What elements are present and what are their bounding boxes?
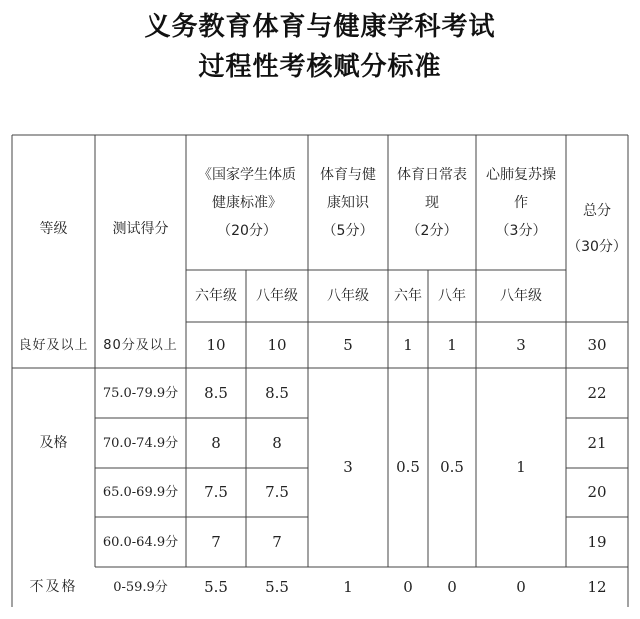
- header-health-knowledge-points: （5分）: [322, 222, 374, 239]
- row-good-knowledge: 5: [343, 335, 353, 354]
- row-fail-standard-grade6: 5.5: [204, 577, 228, 596]
- subheader-daily-grade8: 八年: [438, 288, 466, 304]
- row-good-standard-grade8: 10: [267, 335, 287, 354]
- row-fail-grade: 不及格: [29, 579, 78, 595]
- pass-band-2-standard-grade8: 8: [272, 433, 282, 452]
- header-physical-standard-points: （20分）: [217, 222, 277, 239]
- row-fail-score: 0-59.9分: [113, 579, 168, 595]
- row-good-standard-grade6: 10: [206, 335, 226, 354]
- row-fail-cpr: 0: [516, 577, 526, 596]
- subheader-standard-grade6: 六年级: [195, 288, 237, 304]
- header-cpr-points: （3分）: [495, 222, 547, 239]
- subheader-knowledge-grade8: 八年级: [327, 288, 369, 304]
- header-daily-performance: [388, 135, 476, 270]
- row-fail-total: 12: [587, 577, 607, 596]
- row-fail-daily-grade6: 0: [403, 577, 413, 596]
- pass-band-1-standard-grade8: 8.5: [265, 383, 289, 402]
- pass-band-1-standard-grade6: 8.5: [204, 383, 228, 402]
- pass-band-3-score: 65.0-69.9分: [102, 485, 179, 500]
- pass-band-4-standard-grade8: 7: [272, 532, 282, 551]
- row-good-cpr: 3: [516, 335, 526, 354]
- row-pass-knowledge: 3: [343, 458, 353, 476]
- subheader-daily-grade6: 六年: [394, 288, 422, 304]
- pass-band-2-total: 21: [587, 433, 607, 452]
- row-pass-daily-grade8: 0.5: [440, 458, 464, 476]
- row-fail-standard-grade8: 5.5: [265, 577, 289, 596]
- row-good-grade: 良好及以上: [18, 337, 89, 353]
- pass-band-2-standard-grade6: 8: [211, 433, 221, 452]
- pass-band-1-score: 75.0-79.9分: [102, 385, 179, 401]
- document-title-line-1: 义务教育体育与健康学科考试: [144, 12, 496, 42]
- header-health-knowledge: [308, 135, 388, 270]
- header-health-knowledge-line2: 康知识: [327, 194, 369, 211]
- row-pass-cpr: 1: [516, 458, 526, 476]
- subheader-cpr-grade8: 八年级: [500, 288, 542, 304]
- row-good-total: 30: [587, 335, 607, 354]
- header-daily-performance-points: （2分）: [406, 222, 458, 239]
- header-cpr-line2: 作: [514, 194, 528, 211]
- pass-band-4-score: 60.0-64.9分: [102, 534, 179, 550]
- pass-band-3-standard-grade6: 7.5: [204, 483, 228, 501]
- pass-band-1-total: 22: [587, 383, 607, 402]
- document-title-line-2: 过程性考核赋分标准: [198, 52, 442, 82]
- subheader-standard-grade8: 八年级: [256, 288, 298, 304]
- row-good-daily-grade8: 1: [447, 335, 457, 354]
- row-good-score: 80分及以上: [103, 337, 178, 353]
- header-total-points: （30分）: [567, 238, 627, 255]
- header-cpr-line1: 心肺复苏操: [486, 166, 556, 183]
- header-daily-performance-line1: 体育日常表: [397, 166, 467, 183]
- header-total-line1: 总分: [583, 202, 611, 219]
- header-health-knowledge-line1: 体育与健: [320, 166, 376, 183]
- pass-band-2-score: 70.0-74.9分: [102, 435, 179, 451]
- pass-band-3-standard-grade8: 7.5: [265, 483, 289, 501]
- header-daily-performance-line2: 现: [425, 194, 439, 211]
- row-good-daily-grade6: 1: [403, 335, 413, 354]
- header-physical-standard-line1: 《国家学生体质: [198, 166, 296, 183]
- header-cpr: [476, 135, 566, 270]
- row-pass-grade: 及格: [39, 435, 68, 451]
- pass-band-4-total: 19: [587, 532, 607, 551]
- row-fail-knowledge: 1: [343, 577, 353, 596]
- row-pass-daily-grade6: 0.5: [396, 458, 420, 476]
- pass-band-3-total: 20: [587, 483, 607, 501]
- header-grade: 等级: [39, 220, 68, 237]
- pass-band-4-standard-grade6: 7: [211, 532, 221, 551]
- header-physical-standard-line2: 健康标准》: [212, 194, 282, 211]
- row-fail-daily-grade8: 0: [447, 577, 457, 596]
- header-total: [566, 135, 628, 322]
- header-test-score: 测试得分: [112, 220, 169, 237]
- header-physical-standard: [186, 135, 308, 270]
